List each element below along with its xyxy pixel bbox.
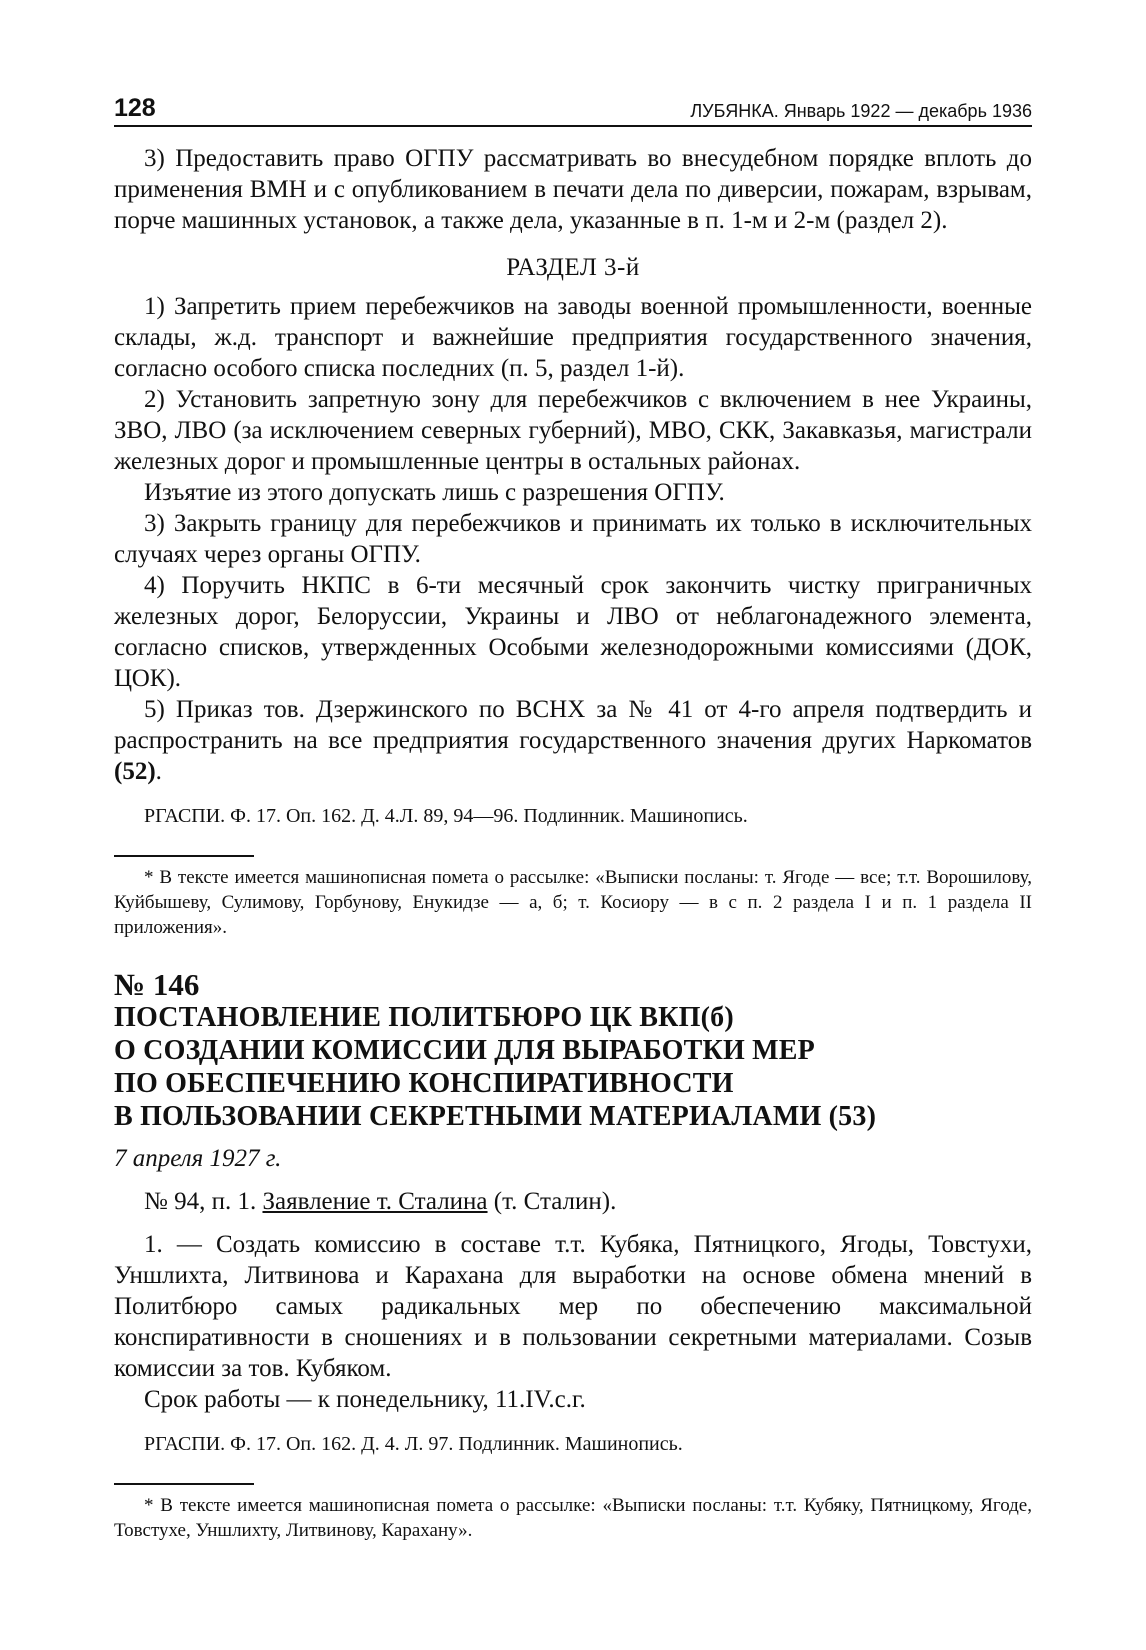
document-title-line-1: ПОСТАНОВЛЕНИЕ ПОЛИТБЮРО ЦК ВКП(б) [114, 1002, 734, 1033]
section3-item-4: 4) Поручить НКПС в 6-ти месячный срок закончить чистку приграничных железных дорог, Белоруссии, Украины и ЛВО от неблагонадежного элемента, согласно списков, утвержденных Особыми железнодорожными комиссиями (ДОК, ЦОК). [114, 572, 1032, 692]
document-title-line-3: ПО ОБЕСПЕЧЕНИЮ КОНСПИРАТИВНОСТИ [114, 1068, 734, 1099]
document-title-line-4: В ПОЛЬЗОВАНИИ СЕКРЕТНЫМИ МАТЕРИАЛАМИ (53) [114, 1101, 877, 1132]
document-title-line-2: О СОЗДАНИИ КОМИССИИ ДЛЯ ВЫРАБОТКИ МЕР [114, 1035, 815, 1066]
agenda-suffix: (т. Сталин). [487, 1188, 617, 1215]
footnote-divider-2 [114, 1483, 254, 1485]
section3-item-3: 3) Закрыть границу для перебежчиков и принимать их только в исключительных случаях через органы ОГПУ. [114, 510, 1032, 568]
footnote-divider-1 [114, 855, 254, 857]
page-number: 128 [114, 94, 156, 122]
resolution-paragraph-1: 1. — Создать комиссию в составе т.т. Кубяка, Пятницкого, Ягоды, Товстухи, Уншлихта, Литвинова и Карахана для выработки на основе обмена мнений в Политбюро самых радикальных мер по обеспечению максимальной конспиративности в сношениях и в пользовании секретными материалами. Созыв комиссии за тов. Кубяком. [114, 1231, 1032, 1382]
section3-item-1: 1) Запретить прием перебежчиков на заводы военной промышленности, военные склады, ж.д. транспорт и важнейшие предприятия государственного значения, согласно особого списка последних (п. 5, раздел 1-й). [114, 293, 1032, 382]
book-page [114, 92, 1032, 1543]
archive-source-2: РГАСПИ. Ф. 17. Оп. 162. Д. 4. Л. 97. Подлинник. Машинопись. [144, 1433, 683, 1455]
archive-source-1: РГАСПИ. Ф. 17. Оп. 162. Д. 4.Л. 89, 94—96. Подлинник. Машинопись. [144, 805, 748, 827]
page-header [114, 92, 1032, 127]
document-title [114, 1001, 1032, 1133]
section2-item-3: 3) Предоставить право ОГПУ рассматривать во внесудебном порядке вплоть до применения ВМН и с опубликованием в печати дела по диверсии, пожарам, взрывам, порче машинных установок, а также дела, указанные в п. 1-м и 2-м (раздел 2). [114, 145, 1032, 234]
running-title: ЛУБЯНКА. Январь 1922 — декабрь 1936 [690, 101, 1032, 121]
agenda-subject: Заявление т. Сталина [262, 1188, 488, 1215]
footnote-2: * В тексте имеется машинописная помета о рассылке: «Выписки посланы: т.т. Кубяку, Пятницкому, Ягоде, Товстухе, Уншлихту, Литвинову, Карахану». [114, 1495, 1032, 1541]
document-date: 7 апреля 1927 г. [114, 1145, 282, 1172]
footnote-1: * В тексте имеется машинописная помета о рассылке: «Выписки посланы: т. Ягоде — все; т.т. Ворошилову, Куйбышеву, Сулимову, Горбунову, Енукидзе — а, б; т. Косиору — в с п. 2 раздела I и п. 1 раздела II приложения». [114, 867, 1032, 938]
section3-item-2: 2) Установить запретную зону для перебежчиков с включением в нее Украины, ЗВО, ЛВО (за исключением северных губерний), МВО, СКК, Закавказья, магистрали железных дорог и промышленные центры в остальных районах. [114, 386, 1032, 475]
resolution-paragraph-2: Срок работы — к понедельнику, 11.IV.с.г. [144, 1386, 586, 1413]
agenda-item [114, 1186, 1032, 1217]
section3-item-5-end: . [155, 758, 162, 785]
section3-item-5 [114, 694, 1032, 787]
agenda-prefix: № 94, п. 1. [144, 1188, 263, 1215]
document-number: № 146 [114, 967, 200, 1002]
section-3-heading: РАЗДЕЛ 3-й [506, 254, 640, 281]
endnote-ref-52: (52) [114, 758, 156, 785]
section3-item-5-text: 5) Приказ тов. Дзержинского по ВСНХ за № 41 от 4-го апреля подтвердить и распространить на все предприятия государственного значения других Наркоматов [114, 696, 1032, 754]
section3-exception-note: Изъятие из этого допускать лишь с разрешения ОГПУ. [144, 479, 725, 506]
